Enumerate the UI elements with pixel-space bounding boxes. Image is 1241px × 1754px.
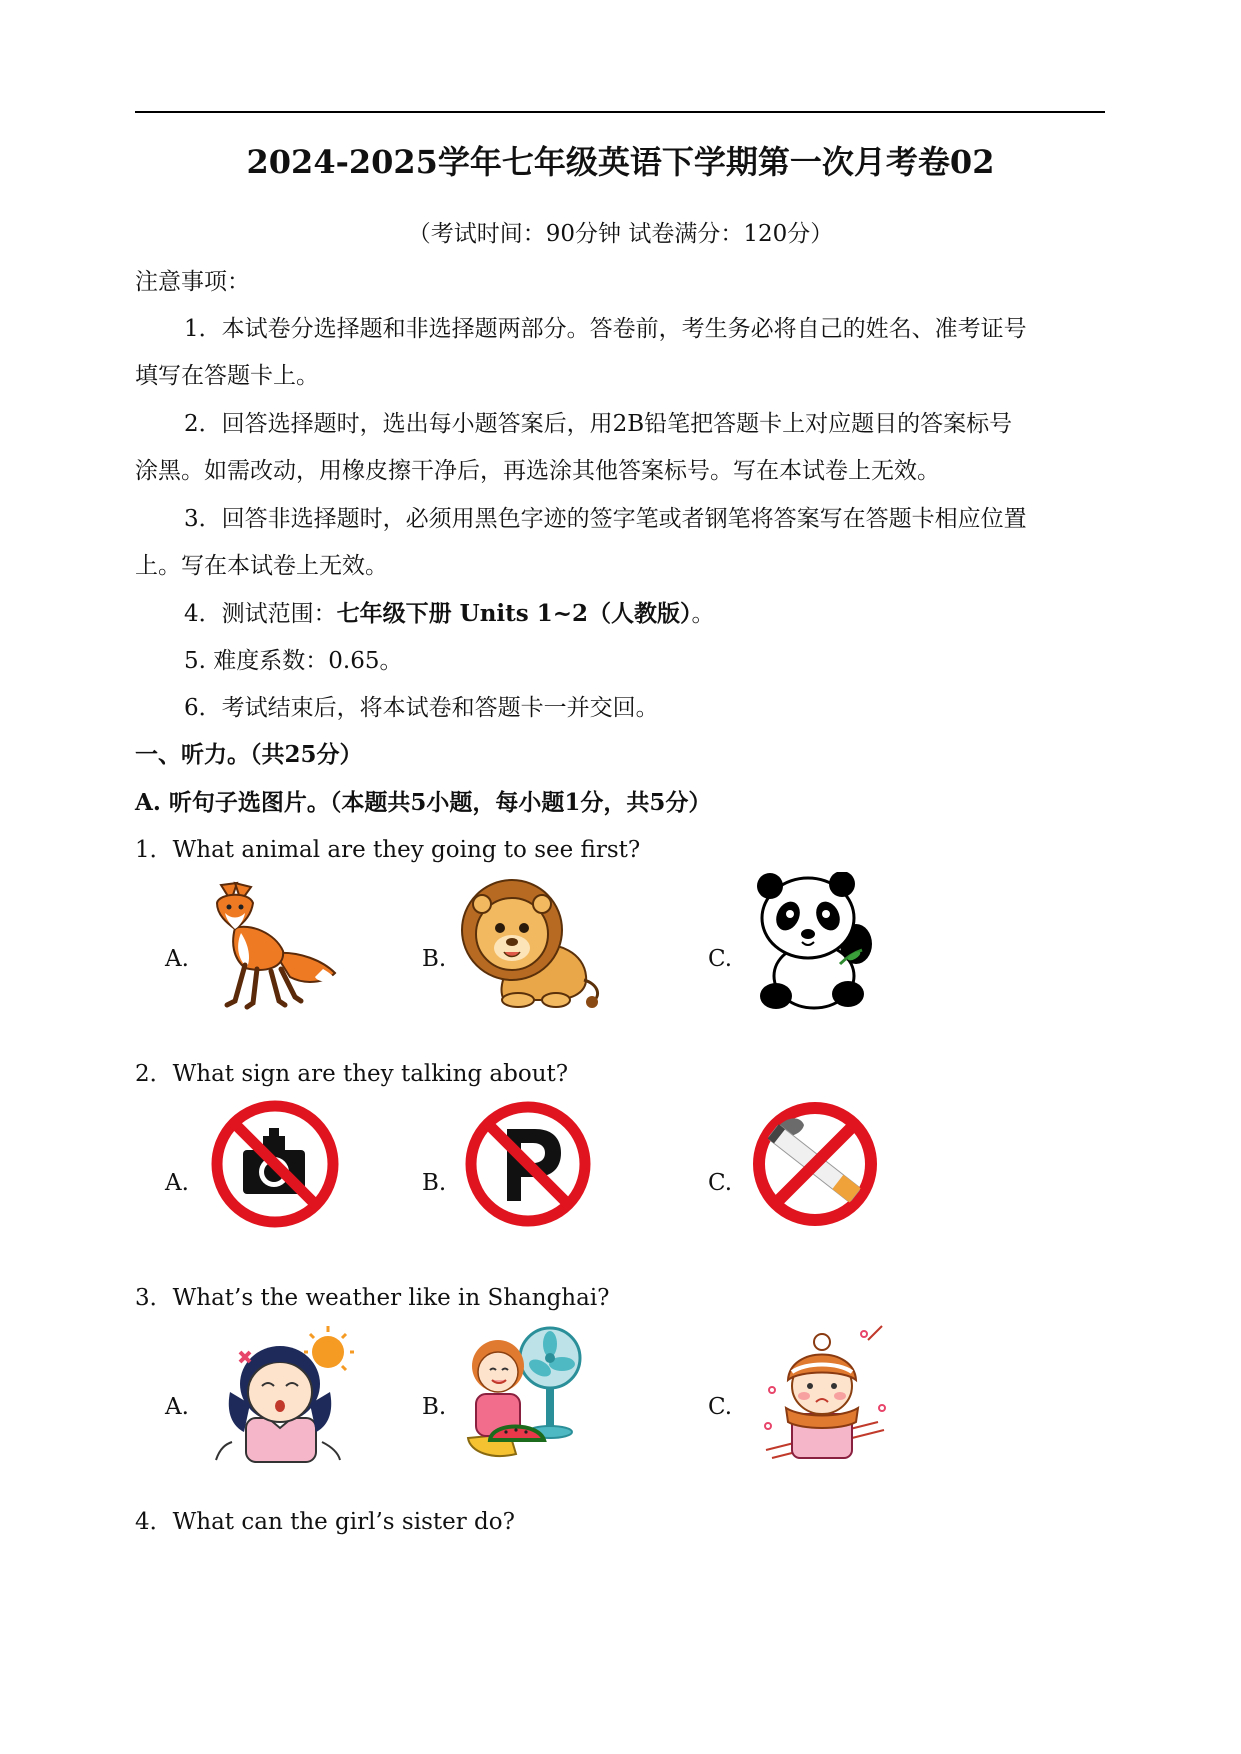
q1-option-a: A. <box>165 946 189 972</box>
q2-option-b: B. <box>422 1170 447 1196</box>
section-a-heading: A. 听句子选图片。（本题共5小题，每小题1分，共5分） <box>135 789 712 816</box>
question-4: 4．What can the girl’s sister do? <box>135 1509 515 1535</box>
hot-girl-sun <box>210 1322 355 1464</box>
notice-item-3-cont: 上。写在本试卷上无效。 <box>135 553 388 579</box>
page-title: 2024-2025学年七年级英语下学期第一次月考卷02 <box>246 143 995 181</box>
q3-option-b: B. <box>422 1394 447 1420</box>
section-listening-heading: 一、听力。（共25分） <box>135 741 363 768</box>
notice-item-3: 3．回答非选择题时，必须用黑色字迹的签字笔或者钢笔将答案写在答题卡相应位置 <box>184 506 1027 532</box>
q2-option-a: A. <box>165 1170 189 1196</box>
test-scope: 七年级下册 Units 1~2（人教版） <box>336 600 692 627</box>
panda-icon <box>752 872 882 1012</box>
q1-option-c: C. <box>708 946 733 972</box>
no-camera-sign <box>211 1100 339 1228</box>
notice-item-2-cont: 涂黑。如需改动，用橡皮擦干净后，再选涂其他答案标号。写在本试卷上无效。 <box>135 458 940 484</box>
question-1: 1．What animal are they going to see first? <box>135 837 641 863</box>
no-parking-sign <box>465 1101 591 1227</box>
notice-item-2: 2．回答选择题时，选出每小题答案后，用2B铅笔把答题卡上对应题目的答案标号 <box>184 411 1013 437</box>
exam-info: （考试时间：90分钟 试卷满分：120分） <box>407 221 834 247</box>
notice-item-6: 6．考试结束后，将本试卷和答题卡一并交回。 <box>184 695 659 721</box>
q2-option-c: C. <box>708 1170 733 1196</box>
no-smoking-sign <box>752 1101 882 1227</box>
question-3: 3．What’s the weather like in Shanghai? <box>135 1285 610 1311</box>
girl-fan-watermelon <box>462 1322 587 1464</box>
notice-item-1: 1．本试卷分选择题和非选择题两部分。答卷前，考生务必将自己的姓名、准考证号 <box>184 316 1027 342</box>
notice-item-4-prefix: 4．测试范围： <box>184 601 337 627</box>
q3-option-c: C. <box>708 1394 733 1420</box>
header-rule <box>135 111 1105 113</box>
notice-item-5: 5. 难度系数：0.65。 <box>184 648 403 674</box>
cold-girl-snow <box>752 1322 892 1464</box>
q3-option-a: A. <box>165 1394 189 1420</box>
notice-item-4 <box>184 595 715 628</box>
lion-icon <box>460 876 610 1011</box>
q1-option-b: B. <box>422 946 447 972</box>
question-2: 2．What sign are they talking about? <box>135 1061 569 1087</box>
notice-item-1-cont: 填写在答题卡上。 <box>135 363 319 389</box>
notice-heading: 注意事项： <box>135 269 250 295</box>
fox-icon <box>205 873 340 1011</box>
notice-item-4-suffix: 。 <box>691 601 715 627</box>
